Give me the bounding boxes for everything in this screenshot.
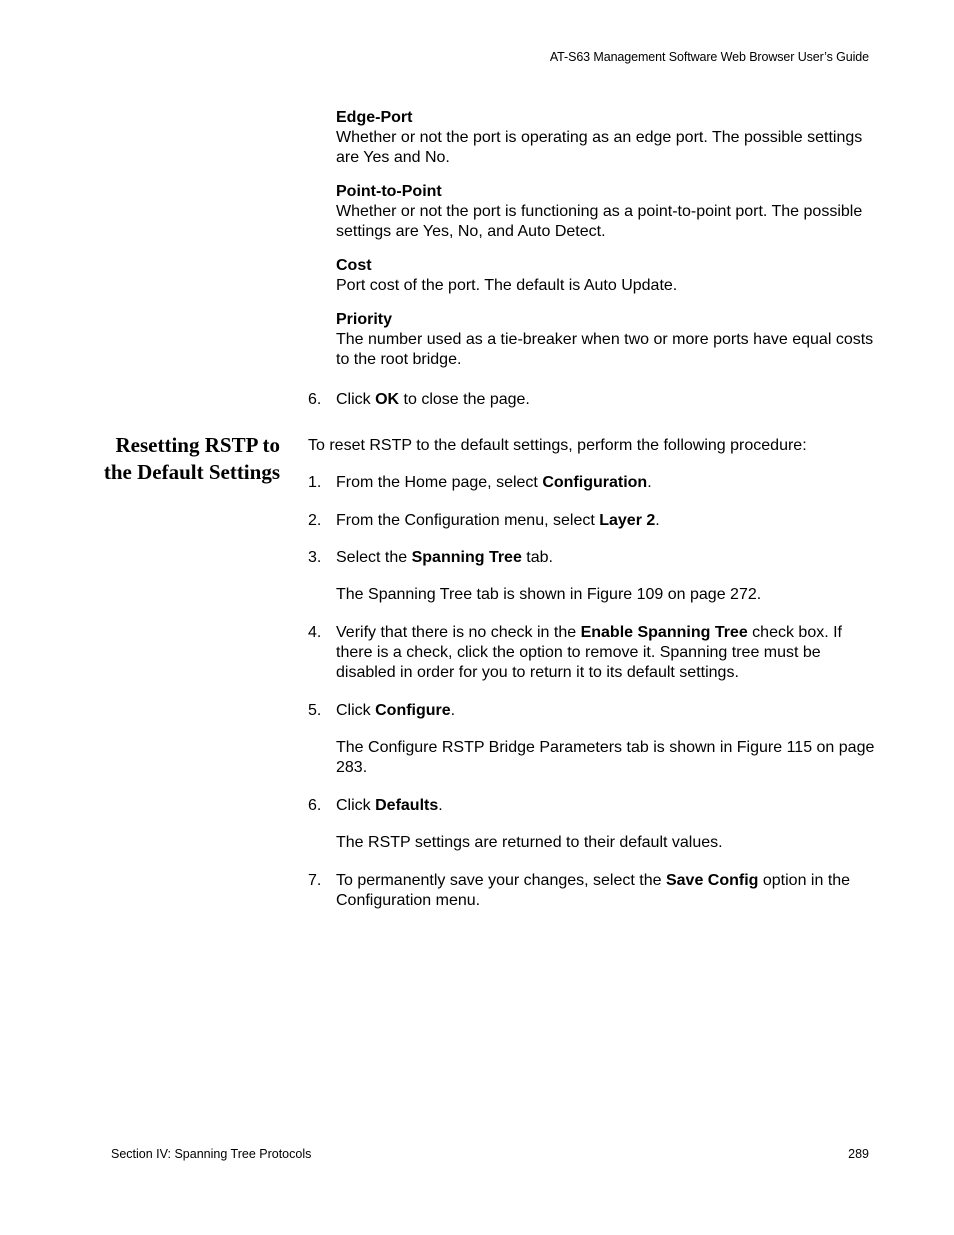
prior-step-6 — [308, 390, 873, 410]
step-keyword: Enable Spanning Tree — [580, 624, 748, 641]
step-text: Click — [336, 391, 376, 408]
step-3 — [308, 548, 873, 568]
definition-cost — [336, 256, 881, 296]
footer-section: Section IV: Spanning Tree Protocols — [111, 1147, 312, 1161]
step-number: 3. — [308, 549, 322, 566]
step-6 — [308, 796, 873, 816]
step-1 — [308, 473, 873, 493]
step-keyword: Defaults — [375, 797, 439, 814]
section-heading: Resetting RSTP to the Default Settings — [103, 433, 280, 484]
step-number: 1. — [308, 474, 322, 491]
step-text: to close the page. — [399, 391, 530, 408]
step-text: . — [655, 512, 660, 529]
step-number: 2. — [308, 512, 322, 529]
step-keyword: Spanning Tree — [411, 549, 522, 566]
step-4 — [308, 623, 873, 683]
step-text: option in the Configuration menu. — [336, 872, 851, 909]
step-keyword: Save Config — [665, 872, 759, 889]
step-7 — [308, 871, 873, 911]
definition-term: Priority — [336, 311, 393, 328]
definition-description: Whether or not the port is operating as an edge port. The possible settings are Yes and No. — [336, 129, 863, 166]
step-2 — [308, 511, 873, 531]
step-5 — [308, 701, 873, 721]
field-definitions — [336, 108, 881, 384]
step-text: . — [438, 797, 443, 814]
step-text: Click — [336, 797, 376, 814]
section-intro: To reset RSTP to the default settings, perform the following procedure: — [308, 437, 807, 454]
step-3-note: The Spanning Tree tab is shown in Figure 109 on page 272. — [336, 586, 762, 603]
step-text: tab. — [521, 549, 553, 566]
step-number: 7. — [308, 872, 322, 889]
page-number: 289 — [848, 1147, 869, 1161]
step-number: 4. — [308, 624, 322, 641]
step-number: 6. — [308, 797, 322, 814]
step-number: 6. — [308, 391, 322, 408]
step-text: From the Configuration menu, select — [336, 512, 600, 529]
step-text: . — [647, 474, 652, 491]
step-text: . — [450, 702, 456, 719]
step-text: Verify that there is no check in the — [336, 624, 581, 641]
definition-point-to-point — [336, 182, 881, 242]
definition-description: The number used as a tie-breaker when two or more ports have equal costs to the root bridge. — [336, 331, 874, 368]
step-text: Click — [336, 702, 376, 719]
step-5-note: The Configure RSTP Bridge Parameters tab is shown in Figure 115 on page 283. — [336, 739, 875, 776]
definition-term: Cost — [336, 257, 372, 274]
definition-priority — [336, 310, 881, 370]
step-keyword: Configuration — [542, 474, 648, 491]
step-number: 5. — [308, 702, 322, 719]
step-keyword: Layer 2 — [599, 512, 656, 529]
step-text: From the Home page, select — [336, 474, 543, 491]
step-keyword: Configure — [375, 702, 451, 719]
step-text: check box. If there is a check, click the option to remove it. Spanning tree must be disabled in order for you to return it to its default settings. — [336, 624, 842, 681]
definition-edge-port — [336, 108, 881, 168]
definition-term: Point-to-Point — [336, 183, 442, 200]
step-6-note: The RSTP settings are returned to their default values. — [336, 834, 723, 851]
definition-description: Port cost of the port. The default is Auto Update. — [336, 277, 678, 294]
step-text: Select the — [336, 549, 412, 566]
running-header: AT-S63 Management Software Web Browser User’s Guide — [549, 50, 869, 64]
definition-description: Whether or not the port is functioning as a point-to-point port. The possible settings are Yes, No, and Auto Detect. — [336, 203, 863, 240]
step-keyword: OK — [375, 391, 400, 408]
step-text: To permanently save your changes, select the — [336, 872, 666, 889]
definition-term: Edge-Port — [336, 109, 413, 126]
